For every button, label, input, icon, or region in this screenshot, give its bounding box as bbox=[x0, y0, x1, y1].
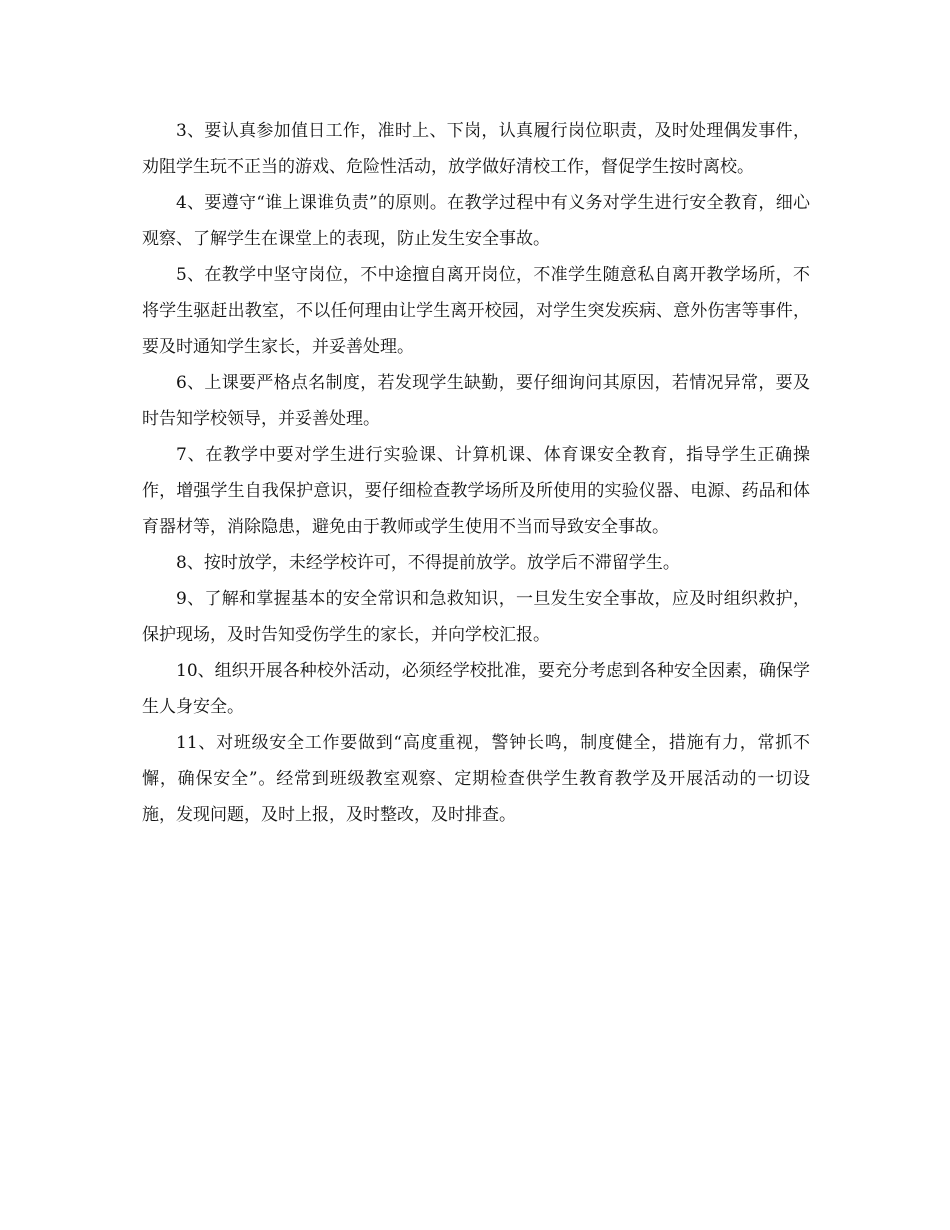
document-body bbox=[142, 113, 810, 833]
paragraph-3: 3、要认真参加值日工作，准时上、下岗，认真履行岗位职责，及时处理偶发事件，劝阻学生玩不正当的游戏、危险性活动，放学做好清校工作，督促学生按时离校。 bbox=[142, 121, 810, 177]
paragraph-11: 11、对班级安全工作要做到“高度重视，警钟长鸣，制度健全，措施有力，常抓不懈，确保安全”。经常到班级教室观察、定期检查供学生教育教学及开展活动的一切设施，发现问题，及时上报，及时整改，及时排查。 bbox=[142, 733, 810, 825]
paragraph-4: 4、要遵守“谁上课谁负责”的原则。在教学过程中有义务对学生进行安全教育，细心观察、了解学生在课堂上的表现，防止发生安全事故。 bbox=[142, 193, 810, 249]
paragraph-5: 5、在教学中坚守岗位，不中途擅自离开岗位，不准学生随意私自离开教学场所，不将学生驱赶出教室，不以任何理由让学生离开校园，对学生突发疾病、意外伤害等事件，要及时通知学生家长，并妥善处理。 bbox=[142, 265, 810, 357]
paragraph-7: 7、在教学中要对学生进行实验课、计算机课、体育课安全教育，指导学生正确操作，增强学生自我保护意识，要仔细检查教学场所及所使用的实验仪器、电源、药品和体育器材等，消除隐患，避免由于教师或学生使用不当而导致安全事故。 bbox=[142, 445, 810, 537]
paragraph-9: 9、了解和掌握基本的安全常识和急救知识，一旦发生安全事故，应及时组织救护，保护现场，及时告知受伤学生的家长，并向学校汇报。 bbox=[142, 589, 810, 645]
paragraph-8: 8、按时放学，未经学校许可，不得提前放学。放学后不滞留学生。 bbox=[176, 553, 680, 573]
paragraph-6: 6、上课要严格点名制度，若发现学生缺勤，要仔细询问其原因，若情况异常，要及时告知学校领导，并妥善处理。 bbox=[142, 373, 810, 429]
paragraph-10: 10、组织开展各种校外活动，必须经学校批准，要充分考虑到各种安全因素，确保学生人身安全。 bbox=[142, 661, 810, 717]
